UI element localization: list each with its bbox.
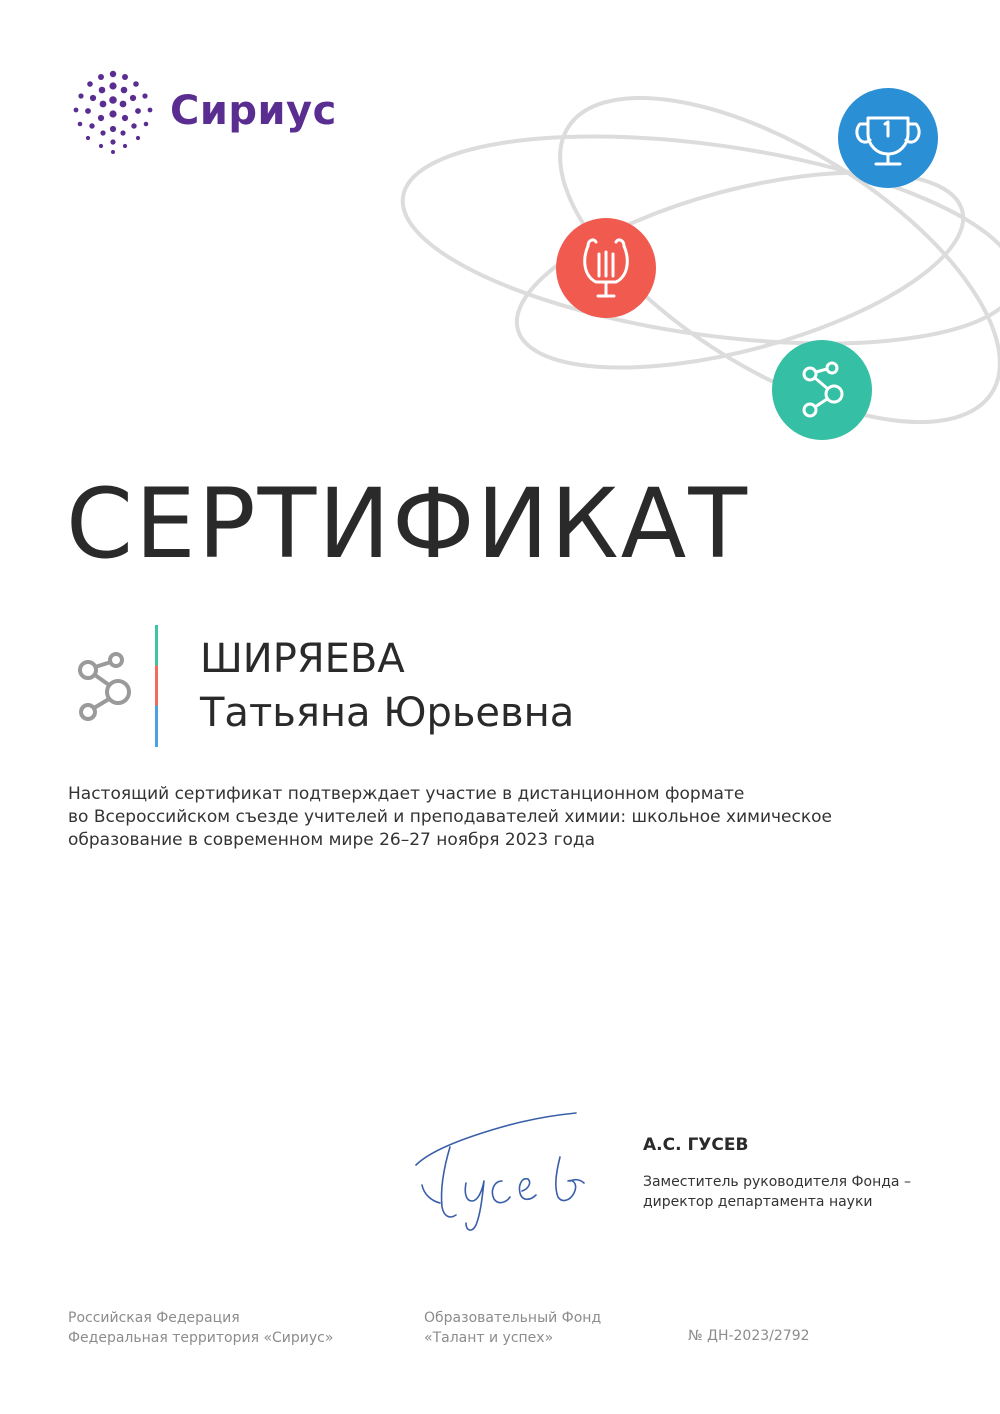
certificate-description: [68, 783, 908, 852]
signer-position-line: Заместитель руководителя Фонда –: [643, 1174, 911, 1190]
signer-position-line: директор департамента науки: [643, 1194, 873, 1210]
signer-name: А.С. ГУСЕВ: [643, 1135, 749, 1155]
lyre-icon: [556, 218, 656, 318]
recipient-surname: ШИРЯЕВА: [200, 636, 405, 682]
description-line: образование в современном мире 26–27 ноября 2023 года: [68, 830, 596, 850]
footer-foundation: [424, 1308, 601, 1348]
molecule-icon: [74, 650, 138, 724]
orbit-decoration: [380, 40, 1000, 480]
footer-location: [68, 1308, 333, 1348]
certificate-title: СЕРТИФИКАТ: [66, 468, 749, 580]
trophy-icon: [838, 88, 938, 188]
footer-line: «Талант и успех»: [424, 1330, 554, 1346]
signer-position: [643, 1172, 911, 1212]
sirius-logo: [68, 66, 337, 156]
certificate-number: № ДН-2023/2792: [688, 1328, 810, 1344]
recipient-given-names: Татьяна Юрьевна: [200, 690, 575, 736]
description-line: Настоящий сертификат подтверждает участие в дистанционном формате: [68, 784, 745, 804]
sirius-dots-icon: [68, 66, 158, 156]
footer-line: Образовательный Фонд: [424, 1310, 602, 1326]
molecule-icon: [772, 340, 872, 440]
footer-line: Федеральная территория «Сириус»: [68, 1330, 334, 1346]
name-accent-bar: [155, 625, 158, 747]
logo-text: Сириус: [170, 88, 337, 134]
description-line: во Всероссийском съезде учителей и преподавателей химии: школьное химическое: [68, 807, 832, 827]
footer-line: Российская Федерация: [68, 1310, 240, 1326]
handwritten-signature: [410, 1105, 600, 1245]
